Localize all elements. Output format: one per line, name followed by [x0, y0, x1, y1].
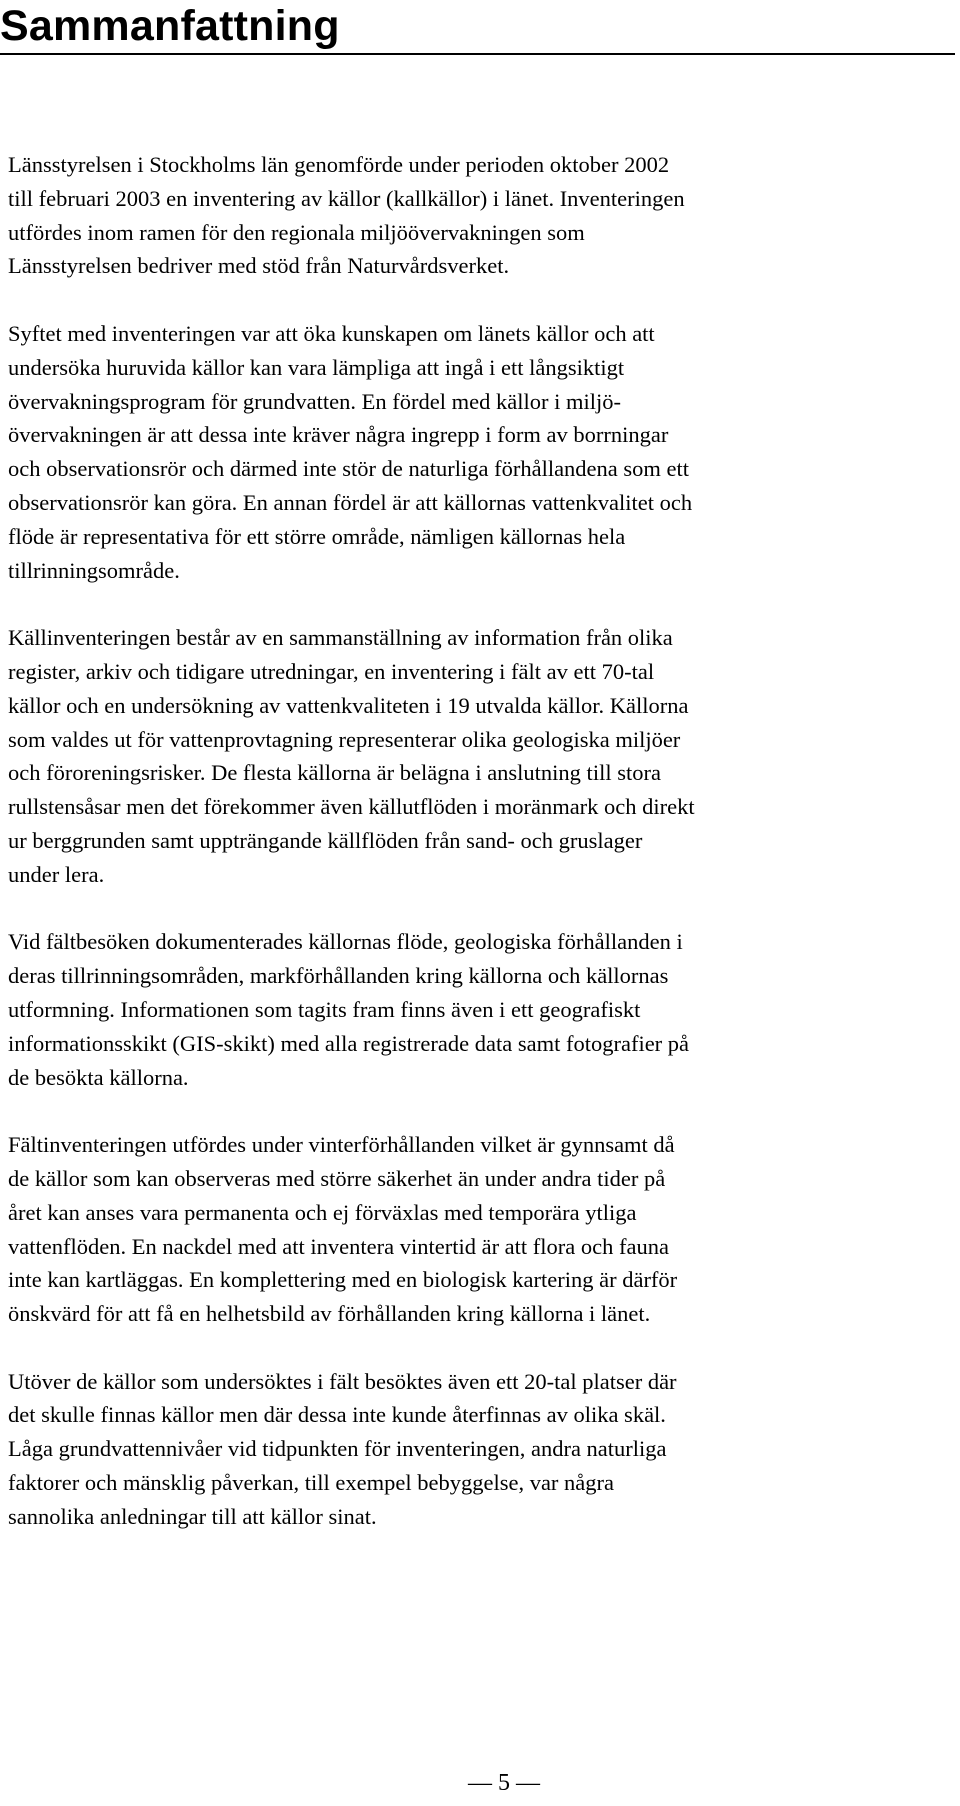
text-line: som valdes ut för vattenprovtagning representerar olika geologiska miljöer: [8, 726, 681, 752]
text-line: deras tillrinningsområden, markförhållanden kring källorna och källornas: [8, 963, 669, 989]
text-line: källor och en undersökning av vattenkvaliteten i 19 utvalda källor. Källorna: [8, 692, 689, 718]
text-line: flöde är representativa för ett större område, nämligen källornas hela: [8, 523, 626, 549]
text-line: övervakningsprogram för grundvatten. En fördel med källor i miljö-: [8, 388, 621, 414]
text-line: utfördes inom ramen för den regionala miljöövervakningen som: [8, 219, 585, 245]
text-line: Källinventeringen består av en sammanställning av information från olika: [8, 625, 673, 651]
text-line: observationsrör kan göra. En annan fördel är att källornas vattenkvalitet och: [8, 489, 693, 515]
text-line: under lera.: [8, 861, 105, 887]
text-line: rullstensåsar men det förekommer även källutflöden i moränmark och direkt: [8, 794, 695, 820]
text-line: Låga grundvattennivåer vid tidpunkten för inventeringen, andra naturliga: [8, 1436, 667, 1462]
text-line: vattenflöden. En nackdel med att inventera vintertid är att flora och fauna: [8, 1233, 669, 1259]
text-line: inte kan kartläggas. En komplettering med en biologisk kartering är därför: [8, 1267, 678, 1293]
text-line: och observationsrör och därmed inte stör de naturliga förhållandena som ett: [8, 456, 690, 482]
paragraph-4: [8, 925, 956, 1094]
summary-body: [8, 148, 956, 1534]
text-line: ur berggrunden samt uppträngande källflöden från sand- och gruslager: [8, 827, 643, 853]
text-line: Vid fältbesöken dokumenterades källornas flöde, geologiska förhållanden i: [8, 929, 683, 955]
text-line: Länsstyrelsen i Stockholms län genomförde under perioden oktober 2002: [8, 152, 670, 177]
text-line: de besökta källorna.: [8, 1064, 189, 1090]
paragraph-1: [8, 148, 956, 283]
text-line: undersöka huruvida källor kan vara lämpliga att ingå i ett långsiktigt: [8, 354, 625, 380]
text-line: tillrinningsområde.: [8, 557, 180, 583]
text-line: det skulle finnas källor men där dessa inte kunde återfinnas av olika skäl.: [8, 1402, 666, 1428]
paragraph-6: [8, 1365, 956, 1534]
paragraph-5: [8, 1128, 956, 1331]
text-line: sannolika anledningar till att källor sinat.: [8, 1503, 377, 1529]
text-line: året kan anses vara permanenta och ej förväxlas med temporära ytliga: [8, 1199, 637, 1225]
text-line: utformning. Informationen som tagits fram finns även i ett geografiskt: [8, 996, 641, 1022]
text-line: faktorer och mänsklig påverkan, till exempel bebyggelse, var några: [8, 1470, 615, 1496]
paragraph-2: [8, 317, 956, 587]
text-line: de källor som kan observeras med större säkerhet än under andra tider på: [8, 1165, 666, 1191]
text-line: till februari 2003 en inventering av källor (kallkällor) i länet. Inventeringen: [8, 185, 685, 211]
heading-divider: [0, 53, 955, 55]
text-line: Fältinventeringen utfördes under vinterförhållanden vilket är gynnsamt då: [8, 1132, 675, 1158]
text-line: informationsskikt (GIS-skikt) med alla registrerade data samt fotografier på: [8, 1030, 690, 1056]
text-line: Utöver de källor som undersöktes i fält besöktes även ett 20-tal platser där: [8, 1368, 677, 1394]
text-line: Länsstyrelsen bedriver med stöd från Naturvårdsverket.: [8, 253, 510, 279]
page-number: — 5 —: [468, 1770, 540, 1796]
text-line: önskvärd för att få en helhetsbild av förhållanden kring källorna i länet.: [8, 1301, 651, 1327]
text-line: Syftet med inventeringen var att öka kunskapen om länets källor och att: [8, 320, 655, 346]
text-line: och föroreningsrisker. De flesta källorna är belägna i anslutning till stora: [8, 760, 661, 786]
text-line: övervakningen är att dessa inte kräver några ingrepp i form av borrningar: [8, 422, 669, 448]
page-title: Sammanfattning: [0, 2, 340, 50]
text-line: register, arkiv och tidigare utredningar, en inventering i fält av ett 70-tal: [8, 658, 655, 684]
paragraph-3: [8, 621, 956, 891]
